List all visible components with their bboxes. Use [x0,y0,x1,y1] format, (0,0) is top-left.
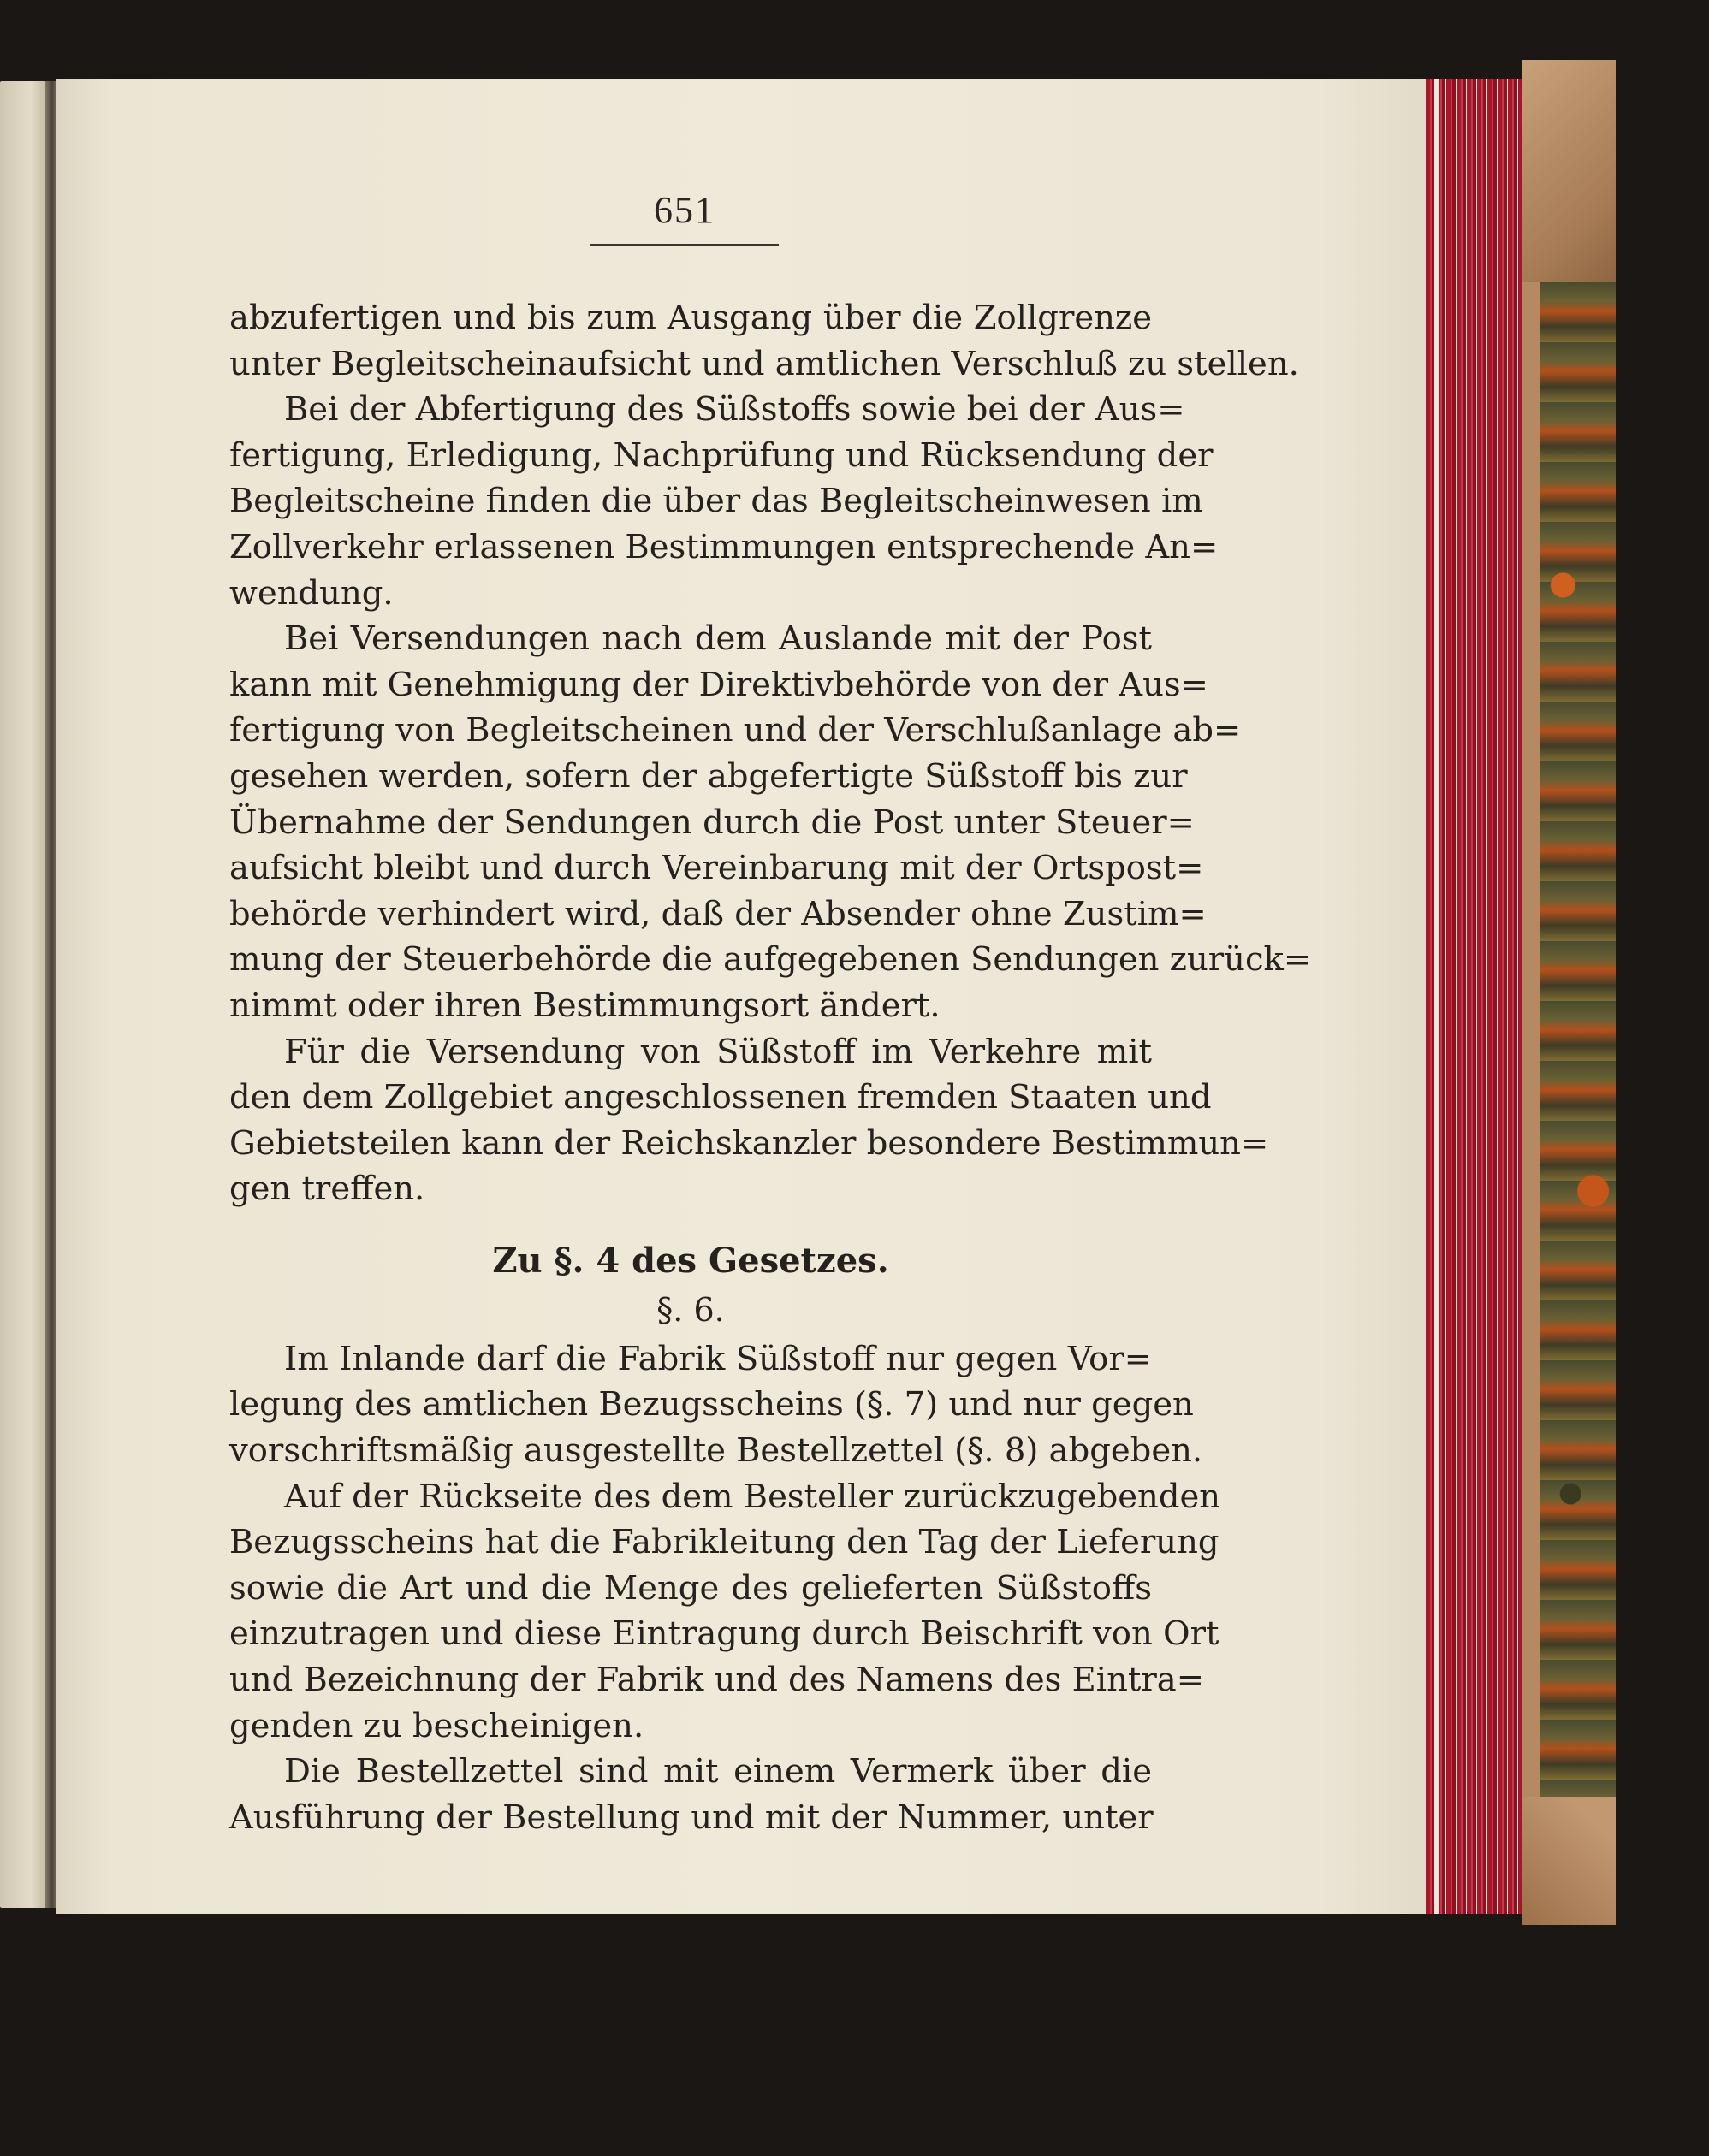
section-heading: Zu §. 4 des Gesetzes. [492,1240,889,1281]
paragraph [229,295,1299,387]
text-line: Bei Versendungen nach dem Auslande mit der Post [284,619,1152,659]
text-line: fertigung, Erledigung, Nachprüfung und Rücksendung der [229,435,1214,475]
text-line: Zollverkehr erlassenen Bestimmungen entsprechende An= [229,527,1219,566]
page-header [590,188,779,246]
text-line: Gebietsteilen kann der Reichskanzler besondere Bestimmun= [229,1123,1269,1163]
previous-page-edge [0,81,51,1908]
text-line: genden zu bescheinigen. [229,1706,644,1745]
text-line: nimmt oder ihren Bestimmungsort ändert. [229,986,941,1025]
paragraph [229,1029,1269,1212]
paragraph [229,1336,1203,1474]
leather-corner-bottom [1522,1797,1616,1925]
text-line: Begleitscheine finden die über das Begleitscheinwesen im [229,482,1203,521]
text-line: unter Begleitscheinaufsicht und amtlichen Verschluß zu stellen. [229,344,1299,383]
paragraph [229,616,1312,1028]
text-line: Bezugsscheins hat die Fabrikleitung den Tag der Lieferung [229,1523,1219,1562]
text-line: Im Inlande darf die Fabrik Süßstoff nur gegen Vor= [284,1339,1152,1378]
text-line: mung der Steuerbehörde die aufgegebenen Sendungen zurück= [229,940,1312,980]
text-line: Bei der Abfertigung des Süßstoffs sowie bei der Aus= [284,390,1185,429]
paragraph [229,387,1219,616]
leather-corner-top [1522,60,1616,282]
text-part-before-heading [229,295,1312,1212]
paragraph [229,1749,1152,1840]
red-page-edges [1426,79,1522,1914]
text-line: legung des amtlichen Bezugsscheins (§. 7) und nur gegen [229,1385,1194,1424]
text-line: den dem Zollgebiet angeschlossenen fremden Staaten und [229,1078,1212,1117]
text-line: sowie die Art und die Menge des gelieferten Süßstoffs [229,1568,1152,1608]
text-line: gen treffen. [229,1170,425,1209]
header-rule [590,244,779,246]
text-line: aufsicht bleibt und durch Vereinbarung mit der Ortspost= [229,849,1204,888]
text-line: abzufertigen und bis zum Ausgang über die Zollgrenze [229,299,1152,337]
text-line: und Bezeichnung der Fabrik und des Namens des Eintra= [229,1661,1204,1700]
text-line: behörde verhindert wird, daß der Absender ohne Zustim= [229,894,1207,933]
text-line: fertigung von Begleitscheinen und der Verschlußanlage ab= [229,711,1242,750]
page-body-text [229,295,1312,1840]
text-line: gesehen werden, sofern der abgefertigte Süßstoff bis zur [229,756,1188,796]
page-edge-highlight [1434,79,1439,1914]
section-number: §. 6. [656,1290,725,1329]
paragraph [229,1474,1221,1750]
text-line: vorschriftsmäßig ausgestellte Bestellzettel (§. 8) abgeben. [229,1431,1203,1471]
marbled-cover-paper [1540,282,1616,1797]
text-line: Für die Versendung von Süßstoff im Verkehre mit [284,1032,1152,1071]
text-line: Auf der Rückseite des dem Besteller zurückzugebenden [284,1477,1221,1516]
page-number: 651 [654,189,715,231]
text-line: wendung. [229,573,394,613]
text-line: Übernahme der Sendungen durch die Post unter Steuer= [229,803,1195,842]
text-line: Ausführung der Bestellung und mit der Nummer, unter [229,1798,1154,1837]
text-part-after-heading [229,1336,1221,1841]
text-line: einzutragen und diese Eintragung durch Beischrift von Ort [229,1614,1219,1654]
text-line: Die Bestellzettel sind mit einem Vermerk über die [284,1752,1152,1792]
text-line: kann mit Genehmigung der Direktivbehörde von der Aus= [229,665,1208,704]
